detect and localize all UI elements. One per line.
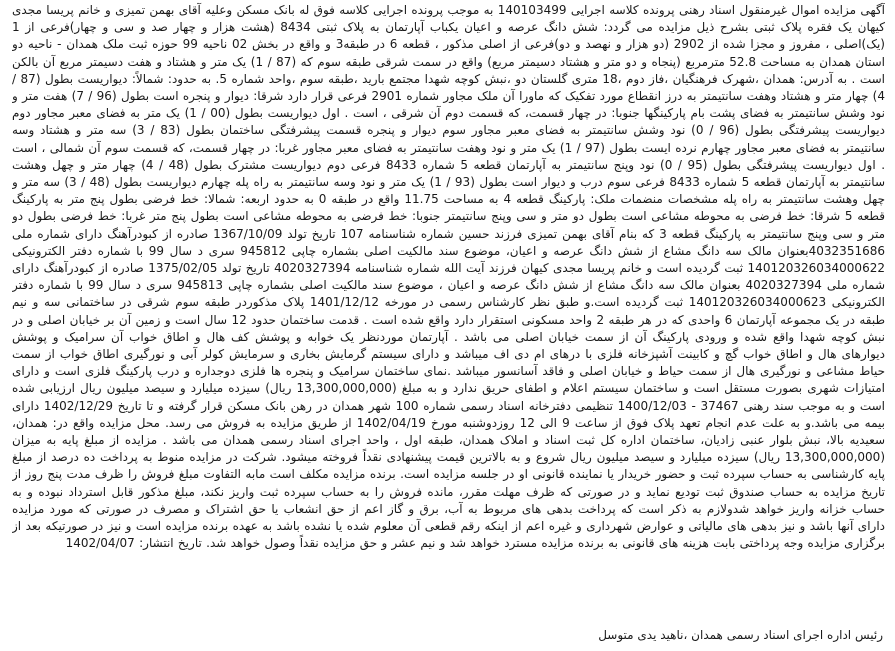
notice-body: ‫آگهی مزایده اموال غیرمنقول اسناد رهنی پرونده کلاسه اجرایی 140103499 به موجب پرونده اجرایی کلاسه فوق له بانک مسکن وعلیه آقای بهمن تمیزی و خانم پریسا مجدی کیهان یک فقره پلاک ثبتی بشرح ذیل مزایده می گردد: شش دانگ عرصه و اعیان یکباب آپارتمان به پلاک ثبتی 8434 (هشت هزار و چهار صد و سی و چهار)فرعی از 1 (یک)اصلی ، مفروز و مجزا شده از 2902 (دو هزار و نهصد و دو)فرعی از اصلی مذکور ، قطعه 6 در طبقه3 و واقع در بخش 02 ناحیه 99 حوزه ثبت ملک همدان - ناحیه دو استان همدان به مساحت 52.8 مترمربع (پنجاه و دو متر و هشتاد دسیمتر مربع) واقع در سمت شرقی طبقه سوم که (87 / 1) یک متر و هشتاد و هفت دسیمتر مربع آن بالکن است . به آدرس: همدان ،شهرک فرهنگیان ،فاز دوم ،18 متری گلستان دو ،نبش کوچه شهدا مجتمع بارید ،طبقه سوم ،واحد شماره 5. به حدود: شمالاً: دیواریست بطول (87 / 4) چهار متر و هشتاد وهفت سانتیمتر به درز انقطاع مورد تفکیک که ماورا آن ملک مجاور شماره 2901 فرعی قرار دارد شرقا: دیوار و پنجره است بطول (96 / 7) هفت متر و نود وشش سانتیمتر به فضای پشت بام پارکینگها جنوبا: در چهار قسمت، که قسمت دوم آن شرقی ، است . اول دیواریست بطول (00 / 1) یک متر به فضای معبر مجاور دوم دیواریست پیشرفتگی بطول (96 / 0) نود وشش سانتیمتر به فضای معبر مجاور سوم دیوار و پنجره قسمت پیشرفتگی ساختمان بطول (83 / 3) سه متر و هشتاد وسه سانتیمتر به فضای معبر مجاور چهارم نرده ایست بطول (97 / 1) یک متر و نود وهفت سانتیمتر به فضای معبر مجاور غربا: در چهار قسمت، که قسمت سوم آن شمالی ، است . اول دیواریست پیشرفتگی بطول (95 / 0) نود وپنج سانتیمتر به آپارتمان قطعه 5 شماره 8433 فرعی دوم دیواریست مشترک بطول (48 / 4) چهار متر و چهل وهشت سانتیمتر به آپارتمان قطعه 5 شماره 8433 فرعی سوم درب و دیوار است بطول (93 / 1) یک متر و نود وسه سانتیمتر به راه پله چهارم دیواریست بطول (48 / 3) سه متر و چهل وهشت سانتیمتر به راه پله مشخصات منضمات ملک: پارکینگ قطعه 4 به مساحت 11.75 واقع در طبقه 0 به حدود اربعه: شمالا: خط فرضی بطول پنج متر به پارکینگ قطعه 5 شرقا: خط فرضی به محوطه مشاعی است بطول دو متر و سی وپنج سانتیمتر جنوبا: خط فرضی به محوطه مشاعی است بطول پنج متر غربا: خط فرضی بطول دو متر و سی وپنج سانتیمتر به پارکینگ قطعه 3 که بنام آقای بهمن تمیزی فرزند حسین شماره شناسنامه 107 تاریخ تولد 1367/10/09 صادره از کبودرآهنگ دارای شماره ملی 4032351686بعنوان مالک سه دانگ مشاع از شش دانگ عرصه و اعیان، موضوع سند مالکیت اصلی بشماره چاپی 945812 سری د سال 99 با شماره دفتر الکترونیکی 140120326034000622 ثبت گردیده است و خانم پریسا مجدی کیهان فرزند آیت الله شماره شناسنامه 4020327394 تاریخ تولد 1375/02/05 صادره از کبودرآهنگ دارای شماره ملی 4020327394 بعنوان مالک سه دانگ مشاع از شش دانگ عرصه و اعیان ، موضوع سند مالکیت اصلی بشماره چاپی 945813 سری د سال 99 با شماره دفتر الکترونیکی 140120326034000623 ثبت گردیده است.و طبق نظر کارشناس رسمی در مورخه 1401/12/12 پلاک مذکوردر طبقه سوم شرقی در ساختمانی سه و نیم طبقه در یک مجموعه آپارتمان 6 واحدی که در هر طبقه 2 واحد مسکونی استقرار دارد واقع شده است . قدمت ساختمان حدود 12 سال است و زمین آن بر خیابان اصلی و در نبش کوچه شهدا واقع شده و ورودی پارکینگ آن از سمت خیابان اصلی می باشد . آپارتمان موردنظر یک خوابه و پوشش کف هال و اطاق خواب آن سرامیک و پوشش دیوارهای هال و اطاق خواب گچ و کابینت آشپزخانه فلزی با درهای ام دی اف میباشد و دارای سیستم گرمایش بخاری و سرمایش کولر آبی و نورگیری اطاق خواب از سمت حیاط مشاعی و نورگیری هال از سمت حیاط و خیابان اصلی و فاقد آسانسور میباشد .نمای ساختمان سرامیک و پنجره ها فلزی دوجداره و درب پارکینگ فلزی است و دارای امتیازات شهری بصورت مستقل است و ساختمان سیستم اعلام و اطفای حریق ندارد و به مبلغ (13,300,000,000 ریال) سیزده میلیارد و سیصد میلیون ریال ارزیابی شده است و به موجب سند رهنی 37467 - 1400/12/03 تنظیمی دفترخانه اسناد رسمی شماره 100 شهر همدان در رهن بانک مسکن قرار گرفته و تا تاریخ 1402/12/29 دارای بیمه می باشد.و به علت عدم انجام تعهد پلاک فوق از ساعت 9 الی 12 روزدوشنبه مورخ 1402/04/19 از طریق مزایده به فروش می رسد. محل مزایده واقع در: همدان، سعیدیه بالا، نبش بلوار عنبی زادیان، ساختمان اداره کل ثبت اسناد و املاک همدان، طبقه اول ، واحد اجرای اسناد رسمی همدان می باشد . مزایده از مبلغ پایه به میزان (13,300,000,000 ریال) سیزده میلیارد و سیصد میلیون ریال شروع و به بالاترین قیمت پیشنهادی نقداً فروخته میشود. شرکت در مزایده منوط به پرداخت ده درصد از مبلغ پایه کارشناسی به حساب سپرده ثبت و حضور خریدار یا نماینده قانونی او در جلسه مزایده است. برنده مزایده مکلف است مابه التفاوت مبلغ فروش را ظرف مدت پنج روز از تاریخ مزایده به حساب صندوق ثبت تودیع نماید و در صورتی که ظرف مهلت مقرر، مانده فروش را به حساب سپرده ثبت واریز نکند، مبلغ مذکور قابل استرداد نبوده و به حساب خزانه واریز خواهد شدولازم به ذکر است که پرداخت بدهی های مربوط به آب، برق و گاز اعم از حق انشعاب یا حق اشتراک و مصرف در صورتی که مورد مزایده دارای آنها باشد و نیز بدهی های مالیاتی و عوارض شهرداری و غیره اعم از اینکه رقم قطعی آن معلوم شده یا نشده باشد به عهده برنده مزایده است و نیز در صورتیکه بعد از برگزاری مزایده وجه پرداختی بابت هزینه های قانونی به برنده مزایده مسترد خواهد شد و نیم عشر و حق مزایده نقداً وصول خواهد شد. تاریخ انتشار: 1402/04/07 xyxy=(12,3,885,551)
auction-notice xyxy=(12,2,885,647)
notice-signature: ‫رئیس اداره اجرای اسناد رسمی همدان ،ناهید یدی متوسل xyxy=(598,628,883,642)
